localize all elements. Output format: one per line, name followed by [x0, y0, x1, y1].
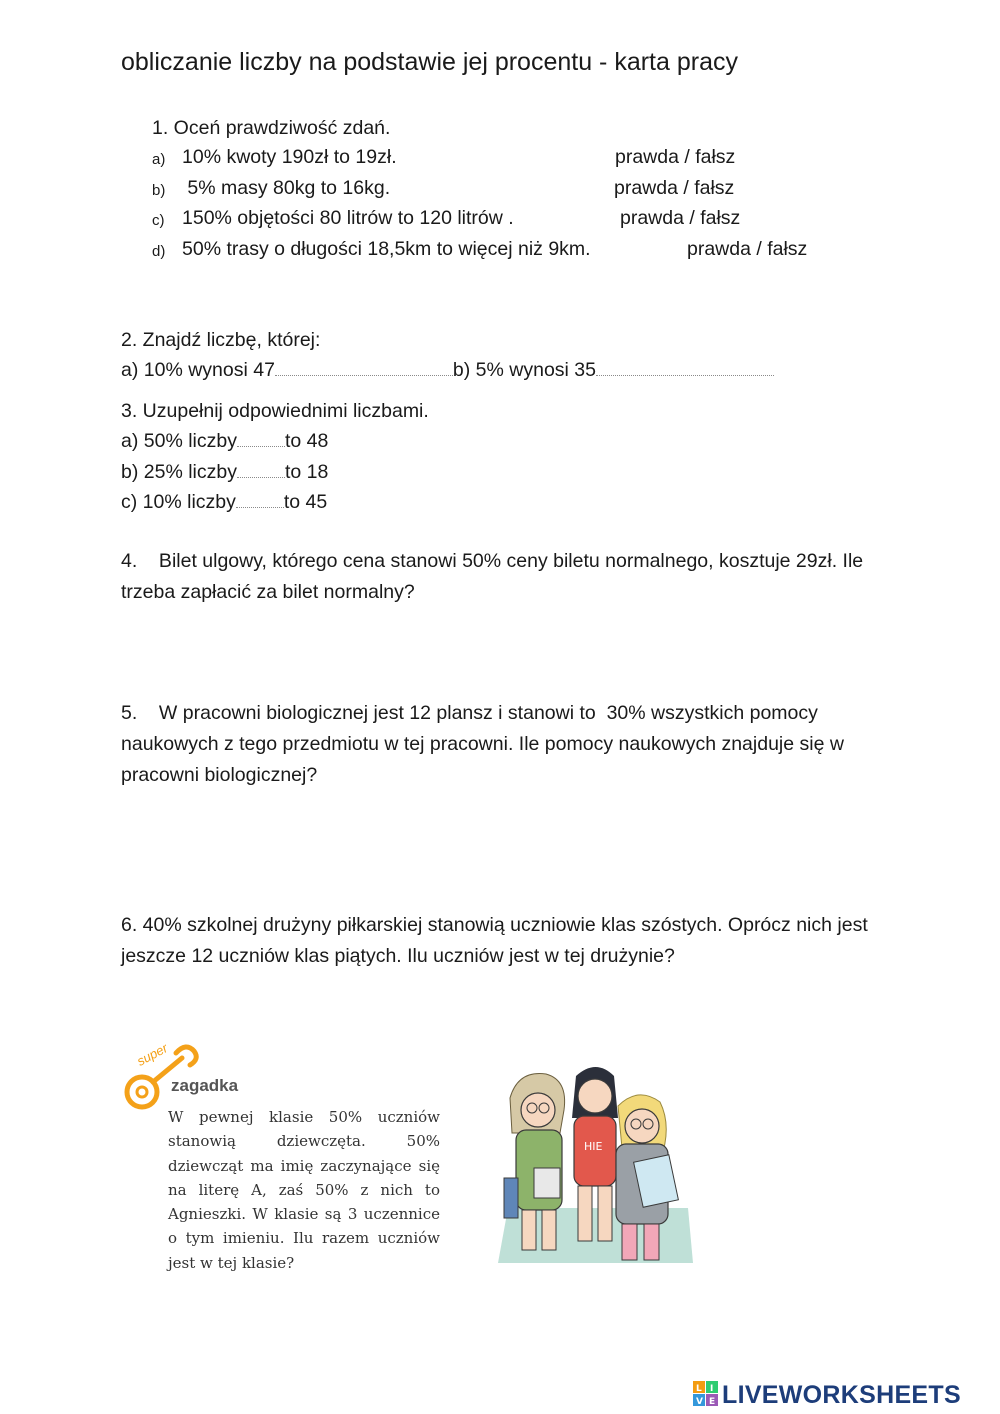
task2-b-label: b) 5% wynosi 35	[452, 359, 596, 381]
task3-item-a	[121, 430, 328, 453]
task3-a-answer-field[interactable]	[237, 430, 285, 447]
task3-b-answer-field[interactable]	[237, 461, 285, 478]
task2-a-answer-field[interactable]	[275, 359, 453, 376]
task1-letter: d)	[152, 243, 166, 260]
riddle-label: zagadka	[171, 1076, 239, 1095]
task1-statement: 10% kwoty 190zł to 19zł.	[182, 146, 397, 168]
task3-prefix: c) 10% liczby	[121, 491, 236, 513]
svg-text:L: L	[696, 1384, 702, 1394]
task3-item-c	[121, 491, 327, 514]
true-false-choice[interactable]: prawda / fałsz	[614, 177, 735, 199]
three-girls-illustration	[498, 1058, 698, 1268]
task4-text: 4. Bilet ulgowy, którego cena stanowi 50% ceny biletu normalnego, kosztuje 29zł. Ile trzeba zapłacić za bilet normalny?	[121, 550, 869, 603]
task3-suffix: to 45	[283, 491, 328, 513]
task2-b-answer-field[interactable]	[596, 359, 774, 376]
task1-statement: 150% objętości 80 litrów to 120 litrów .	[182, 207, 514, 229]
task2-row	[121, 359, 774, 382]
svg-text:E: E	[709, 1397, 716, 1407]
true-false-choice[interactable]: prawda / fałsz	[620, 207, 741, 229]
task1-statement: 5% masy 80kg to 16kg.	[182, 177, 391, 199]
svg-text:V: V	[696, 1397, 703, 1407]
riddle-super-label: super	[134, 1040, 171, 1069]
page-title: obliczanie liczby na podstawie jej procentu - karta pracy	[121, 48, 738, 76]
riddle-text: W pewnej klasie 50% uczniów stanowią dziewczęta. 50% dziewcząt ma imię zaczynające się na literę A, zaś 50% z nich to Agnieszki. W klasie są 3 uczennice o tym imieniu. Ilu razem uczniów jest w tej klasie?	[168, 1108, 440, 1272]
task2-a-label: a) 10% wynosi 47	[121, 359, 275, 381]
task2-heading: 2. Znajdź liczbę, której:	[121, 329, 321, 351]
liveworksheets-brand[interactable]: LIVEWORKSHEETS	[722, 1381, 961, 1409]
task6-text: 6. 40% szkolnej drużyny piłkarskiej stanowią uczniowie klas szóstych. Oprócz nich jest jeszcze 12 uczniów klas piątych. Ilu uczniów jest w tej drużynie?	[121, 914, 868, 967]
task1-heading: 1. Oceń prawdziwość zdań.	[152, 117, 391, 139]
liveworksheets-logo-icon	[693, 1381, 719, 1407]
task1-letter: a)	[152, 151, 166, 168]
task3-heading: 3. Uzupełnij odpowiednimi liczbami.	[121, 400, 429, 422]
task3-prefix: a) 50% liczby	[121, 430, 237, 452]
task3-item-b	[121, 461, 328, 484]
task3-suffix: to 48	[284, 430, 329, 452]
true-false-choice[interactable]: prawda / fałsz	[687, 238, 808, 260]
task3-c-answer-field[interactable]	[236, 491, 284, 508]
true-false-choice[interactable]: prawda / fałsz	[615, 146, 736, 168]
svg-text:I: I	[710, 1384, 714, 1394]
task1-statement: 50% trasy o długości 18,5km to więcej niż 9km.	[182, 238, 591, 260]
task3-suffix: to 18	[284, 461, 329, 483]
task5-text: 5. W pracowni biologicznej jest 12 plansz i stanowi to 30% wszystkich pomocy naukowych z tego przedmiotu w tej pracowni. Ile pomocy naukowych znajduje się w pracowni biologicznej?	[121, 702, 850, 786]
task3-prefix: b) 25% liczby	[121, 461, 237, 483]
shirt-text: HIE	[584, 1140, 603, 1153]
task1-letter: c)	[152, 212, 165, 229]
task1-letter: b)	[152, 182, 166, 199]
